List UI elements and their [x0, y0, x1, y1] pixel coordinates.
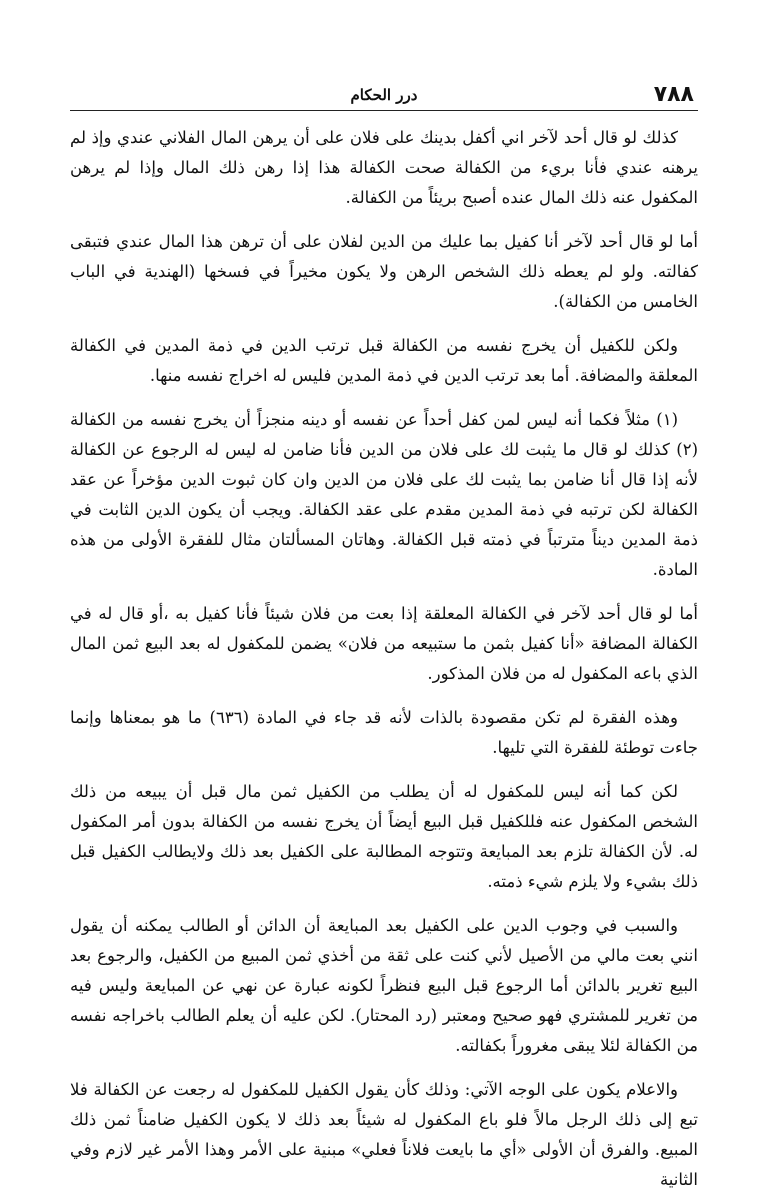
paragraph-3: ولكن للكفيل أن يخرج نفسه من الكفالة قبل ترتب الدين في ذمة المدين في الكفالة المعلقة والمضافة. أما بعد ترتب الدين في ذمة المدين فليس له اخراج نفسه منها. [70, 336, 698, 385]
page-number: ٧٨٨ [653, 82, 694, 107]
paragraph-7: لكن كما أنه ليس للمكفول له أن يطلب من الكفيل ثمن مال قبل أن يبيعه من ذلك الشخص المكفول عنه فللكفيل قبل البيع أيضاً أن يخرج نفسه من الكفالة بدون أمر المكفول له. لأن الكفالة تلزم بعد المبايعة وتتوجه المطالبة على الكفيل بعد ذلك ولايطالب الكفيل قبل ذلك بشيء ولا يلزم شيء ذمته. [70, 782, 698, 891]
paragraph-9: والاعلام يكون على الوجه الآتي: وذلك كأن يقول الكفيل للمكفول له رجعت عن الكفالة فلا تبع إلى ذلك الرجل مالاً فلو باع المكفول له شيئاً بعد ذلك لا يكون الكفيل ضامناً ثمن ذلك المبيع. والفرق أن الأولى «أي ما بايعت فلاناً فعلي» مبنية على الأمر وهذا الأمر غير لازم وفي الثانية [70, 1080, 698, 1189]
paragraph-8: والسبب في وجوب الدين على الكفيل بعد المبايعة أن الدائن أو الطالب يمكنه أن يقول انني بعت مالي من الأصيل لأني كنت على ثقة من أخذي ثمن المبيع من الكفيل، والرجوع بعد البيع تغرير بالدائن أما الرجوع قبل البيع فنظراً لكونه عبارة عن نهي عن المبايعة وليس فيه من تغرير للمشتري فهو صحيح ومعتبر (رد المحتار). لكن عليه أن يعلم الطالب باخراجه نفسه من الكفالة لئلا يبقى مغروراً بكفالته. [70, 916, 698, 1055]
paragraph-2: أما لو قال أحد لآخر أنا كفيل بما عليك من الدين لفلان على أن ترهن هذا المال عندي فتبقى كفالته. ولو لم يعطه ذلك الشخص الرهن ولا يكون مخيراً في فسخها (الهندية في الباب الخامس من الكفالة). [70, 232, 698, 311]
paragraph-5: أما لو قال أحد لآخر في الكفالة المعلقة إذا بعت من فلان شيئاً فأنا كفيل به ،أو قال له في الكفالة المضافة «أنا كفيل بثمن ما ستبيعه من فلان» يضمن للمكفول له بعد البيع ثمن المال الذي باعه المكفول له من فلان المذكور. [70, 604, 698, 683]
paragraph-1: كذلك لو قال أحد لآخر اني أكفل بدينك على فلان على أن يرهن المال الفلاني عندي وإذ لم يرهنه عندي فأنا بريء من الكفالة صحت الكفالة هذا إذا رهن ذلك المال وإذا لم يرهن المكفول عنه ذلك المال عنده أصبح بريئاً من الكفالة. [70, 128, 698, 207]
page-header [70, 80, 698, 111]
document-page [70, 80, 698, 1195]
paragraph-6: وهذه الفقرة لم تكن مقصودة بالذات لأنه قد جاء في المادة (٦٣٦) ما هو بمعناها وإنما جاءت توطئة للفقرة التي تليها. [70, 708, 698, 757]
running-title: درر الحكام [350, 86, 418, 104]
paragraph-4: (١) مثلاً فكما أنه ليس لمن كفل أحداً عن نفسه أو دينه منجزاً أن يخرج نفسه من الكفالة (٢) كذلك لو قال ما يثبت لك على فلان من الدين فأنا ضامن له ليس له الرجوع عن الكفالة لأنه إذا قال أنا ضامن بما يثبت لك على فلان من الدين وان كان ثبوت الدين مؤخراً عن عقد الكفالة لكن ترتبه في ذمة المدين مقدم على عقد الكفالة. ويجب أن يكون الدين الثابت في ذمة المدين ديناً مترتباً في ذمته قبل الكفالة. وهاتان المسألتان مثال للفقرة الأولى من هذه المادة. [70, 410, 698, 579]
